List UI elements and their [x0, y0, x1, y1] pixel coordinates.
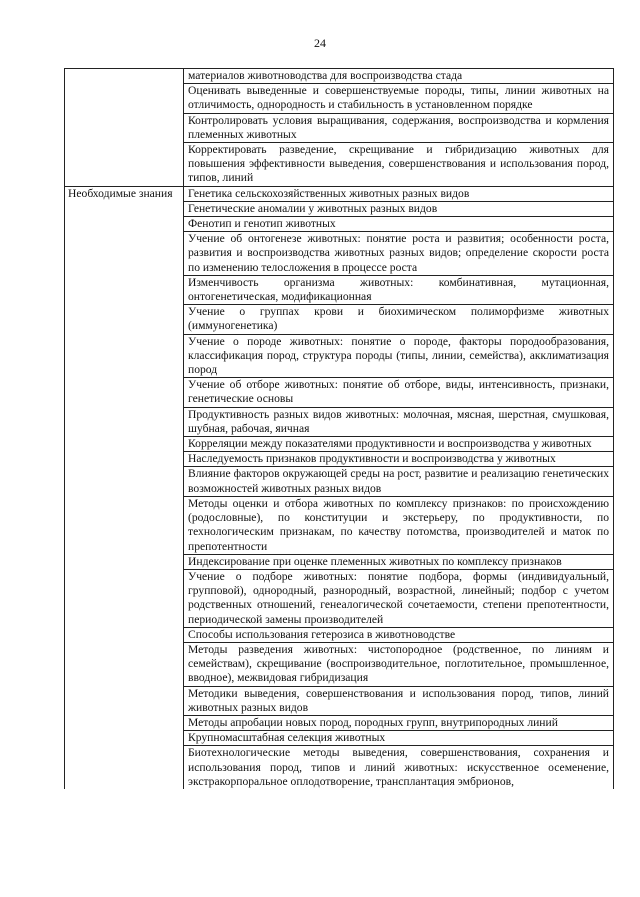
table-cell: Фенотип и генотип животных — [184, 217, 614, 232]
table-cell: Оценивать выведенные и совершенствуемые породы, типы, линии животных на отличимость, однородность и стабильность в установленном порядке — [184, 84, 614, 113]
table-cell: Корреляции между показателями продуктивности и воспроизводства у животных — [184, 437, 614, 452]
table-cell: Индексирование при оценке племенных животных по комплексу признаков — [184, 554, 614, 569]
table-cell: материалов животноводства для воспроизводства стада — [184, 69, 614, 84]
table-cell: Изменчивость организма животных: комбинативная, мутационная, онтогенетическая, модификационная — [184, 275, 614, 304]
table-cell: Учение о подборе животных: понятие подбора, формы (индивидуальный, групповой), однородный, разнородный, возрастной, линейный; подбор с учетом родственных отношений, генеалогической сочетаемости, степени препотентности, периодической замены производителей — [184, 569, 614, 627]
table-cell: Учение о породе животных: понятие о породе, факторы породообразования, классификация пород, структура породы (типы, линии, семейства), акклиматизация пород — [184, 334, 614, 378]
knowledge-label-cell: Необходимые знания — [65, 186, 184, 789]
table-cell: Наследуемость признаков продуктивности и воспроизводства у животных — [184, 452, 614, 467]
table-cell: Влияние факторов окружающей среды на рост, развитие и реализацию генетических возможностей животных разных видов — [184, 467, 614, 496]
page-number: 24 — [314, 36, 326, 50]
table-cell: Продуктивность разных видов животных: молочная, мясная, шерстная, смушковая, шубная, рабочая, яичная — [184, 407, 614, 436]
table-cell: Генетика сельскохозяйственных животных разных видов — [184, 186, 614, 201]
table-cell: Биотехнологические методы выведения, совершенствования, сохранения и использования пород, типов и линий животных: искусственное осеменение, экстракорпоральное оплодотворение, трансплантация эмбрионов, — [184, 746, 614, 789]
table-cell: Способы использования гетерозиса в животноводстве — [184, 627, 614, 642]
table-row — [65, 186, 614, 201]
table-cell: Генетические аномалии у животных разных видов — [184, 201, 614, 216]
skills-label-cell — [65, 69, 184, 187]
table-cell: Контролировать условия выращивания, содержания, воспроизводства и кормления племенных животных — [184, 113, 614, 142]
table-cell: Методы разведения животных: чистопородное (родственное, по линиям и семействам), скрещивание (воспроизводительное, поглотительное, промышленное, вводное), межвидовая гибридизация — [184, 642, 614, 686]
table-row — [65, 69, 614, 84]
table-cell: Учение о группах крови и биохимическом полиморфизме животных (иммуногенетика) — [184, 305, 614, 334]
table-cell: Учение об онтогенезе животных: понятие роста и развития; особенности роста, развития и воспроизводства животных разных видов; определение скорости роста по изменению телосложения в процессе роста — [184, 232, 614, 276]
requirements-table — [64, 68, 614, 789]
table-cell: Методы апробации новых пород, породных групп, внутрипородных линий — [184, 715, 614, 730]
table-cell: Крупномасштабная селекция животных — [184, 731, 614, 746]
table-cell: Методики выведения, совершенствования и использования пород, типов, линий животных разных видов — [184, 686, 614, 715]
table-cell: Методы оценки и отбора животных по комплексу признаков: по происхождению (родословные), по конституции и экстерьеру, по продуктивности, по технологическим признакам, по качеству потомства, производителей и маток по препотентности — [184, 496, 614, 554]
table-cell: Корректировать разведение, скрещивание и гибридизацию животных для повышения эффективности выведения, совершенствования и использования пород, типов, линий — [184, 143, 614, 187]
table-cell: Учение об отборе животных: понятие об отборе, виды, интенсивность, признаки, генетические основы — [184, 378, 614, 407]
